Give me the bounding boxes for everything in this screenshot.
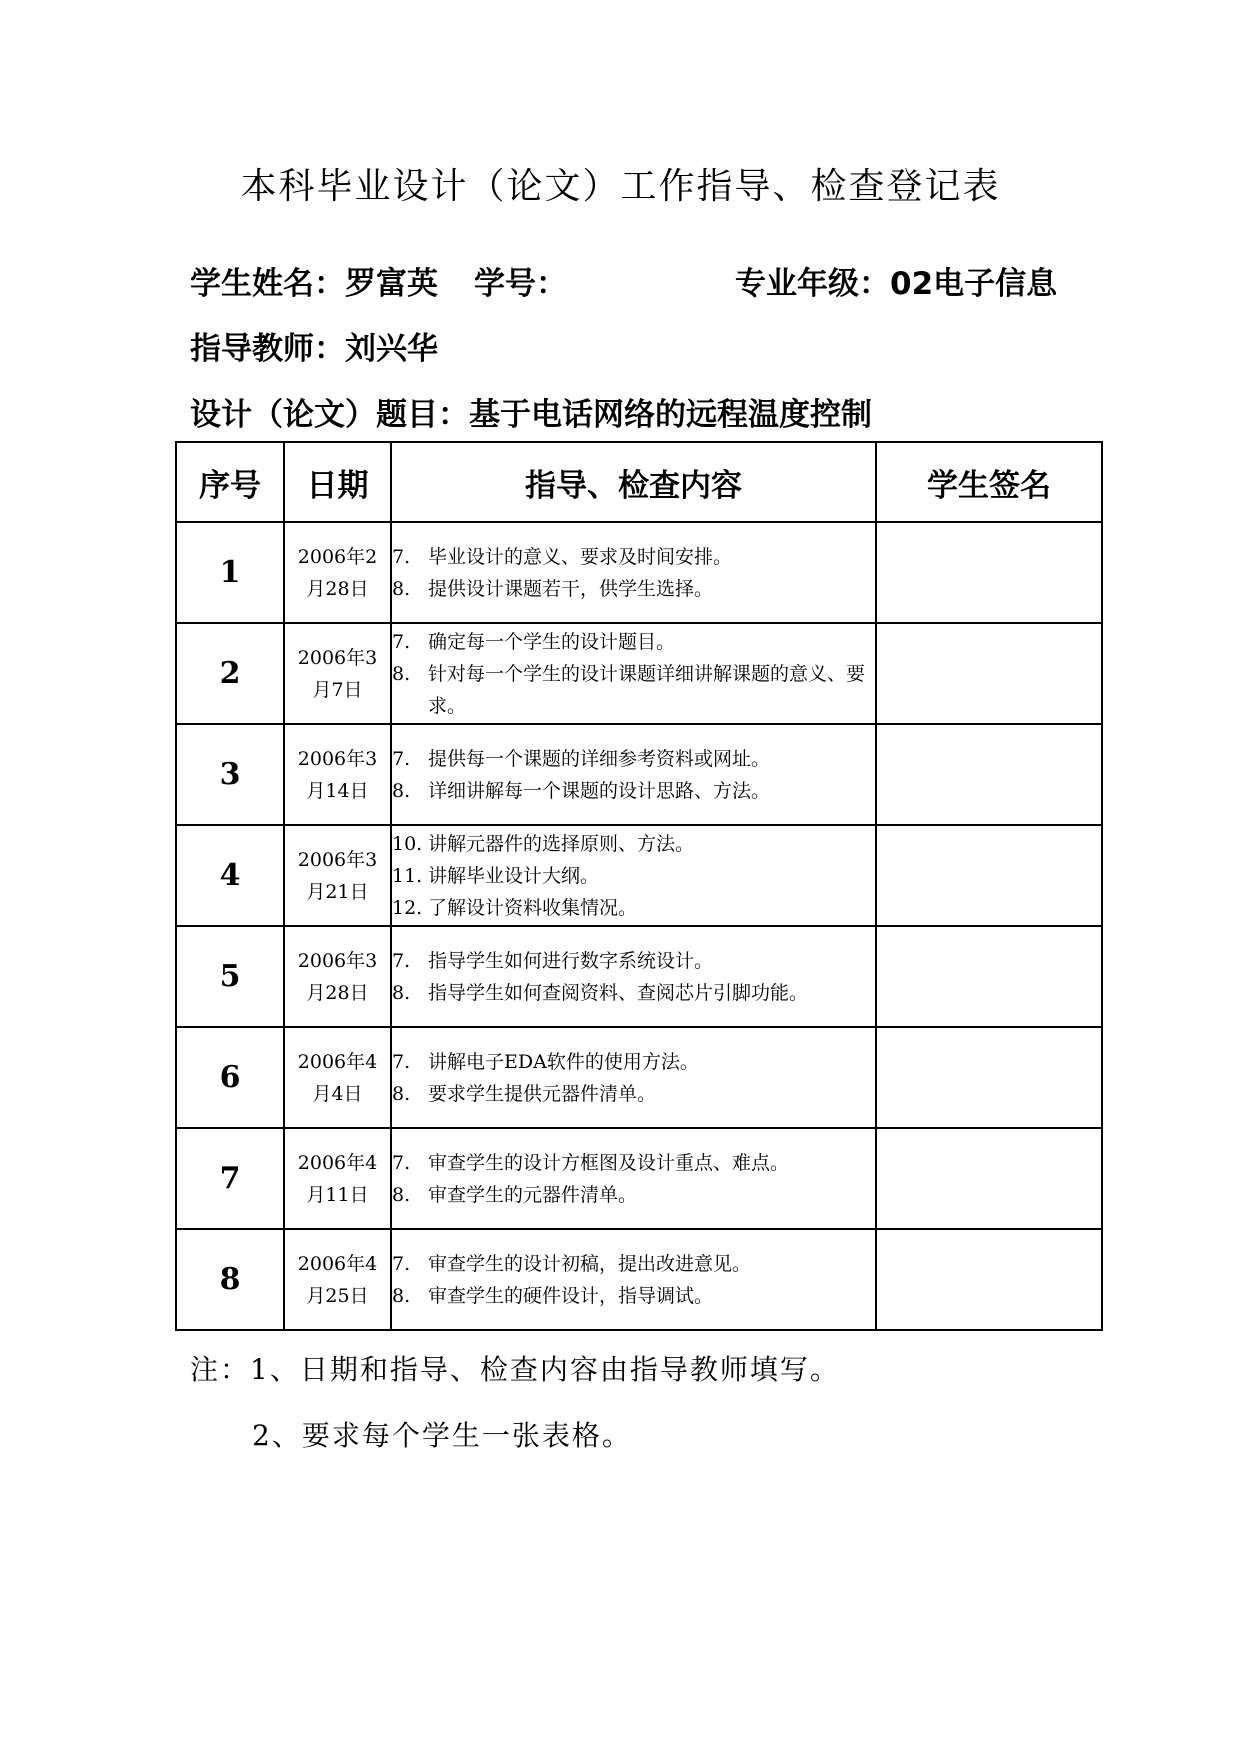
content-item — [392, 860, 875, 892]
note-prefix: 注： — [190, 1353, 251, 1386]
table-row — [176, 724, 1102, 825]
content-item-number: 8. — [392, 662, 411, 685]
note-line-2 — [252, 1414, 632, 1454]
content-item-number: 8. — [392, 981, 411, 1004]
content-item-number: 11. — [392, 864, 423, 887]
row-content — [391, 825, 876, 926]
row-date — [284, 1128, 391, 1229]
row-content — [391, 522, 876, 623]
content-item-number: 8. — [392, 1284, 411, 1307]
row-seq: 6 — [176, 1027, 284, 1128]
row-date — [284, 522, 391, 623]
table-row — [176, 825, 1102, 926]
content-item-text: 审查学生的设计初稿，提出改进意见。 — [428, 1252, 752, 1275]
row-seq: 2 — [176, 623, 284, 724]
row-content — [391, 724, 876, 825]
row-signature — [876, 926, 1102, 1027]
content-item-number: 12. — [392, 896, 423, 919]
note-line-1 — [190, 1348, 840, 1388]
row-signature — [876, 825, 1102, 926]
row-seq: 3 — [176, 724, 284, 825]
content-item-number: 7. — [392, 630, 411, 653]
content-item-text: 毕业设计的意义、要求及时间安排。 — [428, 545, 733, 568]
content-item — [392, 1046, 875, 1078]
content-item-number: 8. — [392, 1183, 411, 1206]
row-date-line: 2006年4 — [297, 1151, 378, 1174]
content-item-text: 讲解电子EDA软件的使用方法。 — [428, 1050, 699, 1073]
content-item — [392, 626, 875, 658]
row-signature — [876, 623, 1102, 724]
row-date-line: 月21日 — [306, 880, 369, 903]
row-date-line: 月14日 — [306, 779, 369, 802]
row-content — [391, 1229, 876, 1330]
content-item-text: 要求学生提供元器件清单。 — [428, 1082, 657, 1105]
row-date-line: 月28日 — [306, 981, 369, 1004]
row-signature — [876, 1229, 1102, 1330]
row-content — [391, 623, 876, 724]
content-item-text: 指导学生如何查阅资料、查阅芯片引脚功能。 — [428, 981, 809, 1004]
student-name: 罗富英 — [345, 266, 438, 302]
content-item — [392, 573, 875, 605]
content-item-text: 审查学生的硬件设计，指导调试。 — [428, 1284, 714, 1307]
content-item — [392, 1179, 875, 1211]
content-item — [392, 541, 875, 573]
content-item-number: 7. — [392, 1252, 411, 1275]
content-item — [392, 892, 875, 924]
row-signature — [876, 724, 1102, 825]
row-date-line: 月11日 — [306, 1183, 369, 1206]
content-item-text: 审查学生的元器件清单。 — [428, 1183, 638, 1206]
content-item-text: 审查学生的设计方框图及设计重点、难点。 — [428, 1151, 790, 1174]
row-date-line: 2006年2 — [297, 545, 378, 568]
row-date — [284, 825, 391, 926]
content-item — [392, 977, 875, 1009]
topic-line — [190, 389, 872, 434]
row-seq: 4 — [176, 825, 284, 926]
advisor-line — [190, 323, 438, 368]
topic-text: 基于电话网络的远程温度控制 — [469, 397, 872, 433]
note-1-text: 1、日期和指导、检查内容由指导教师填写。 — [250, 1353, 840, 1386]
student-id-label: 学号： — [474, 266, 567, 302]
table-row — [176, 1229, 1102, 1330]
advisor-label: 指导教师： — [190, 331, 345, 367]
content-item — [392, 1147, 875, 1179]
table-row — [176, 522, 1102, 623]
content-item-number: 8. — [392, 779, 411, 802]
header-date: 日期 — [284, 442, 391, 522]
row-content — [391, 1027, 876, 1128]
header-seq: 序号 — [176, 442, 284, 522]
row-date-line: 月25日 — [306, 1284, 369, 1307]
row-seq: 1 — [176, 522, 284, 623]
row-date-line: 月7日 — [312, 678, 363, 701]
content-item — [392, 828, 875, 860]
student-name-label: 学生姓名： — [190, 266, 345, 302]
row-date — [284, 724, 391, 825]
content-item — [392, 743, 875, 775]
content-item-number: 8. — [392, 577, 411, 600]
row-date — [284, 1229, 391, 1330]
content-item-text: 讲解毕业设计大纲。 — [428, 864, 600, 887]
row-date-line: 2006年3 — [297, 747, 378, 770]
content-item-number: 7. — [392, 545, 411, 568]
row-seq: 7 — [176, 1128, 284, 1229]
row-signature — [876, 1027, 1102, 1128]
row-date — [284, 1027, 391, 1128]
page-title: 本科毕业设计（论文）工作指导、检查登记表 — [240, 166, 1001, 207]
note-2-text: 2、要求每个学生一张表格。 — [252, 1419, 632, 1452]
content-item-text: 提供每一个课题的详细参考资料或网址。 — [428, 747, 771, 770]
table-header-row — [176, 442, 1102, 522]
content-item-text: 讲解元器件的选择原则、方法。 — [428, 832, 695, 855]
content-item — [392, 945, 875, 977]
content-item — [392, 775, 875, 807]
guidance-log-table — [175, 441, 1103, 1331]
content-item-number: 7. — [392, 747, 411, 770]
content-item-text: 了解设计资料收集情况。 — [428, 896, 638, 919]
row-date — [284, 926, 391, 1027]
row-date-line: 2006年4 — [297, 1252, 378, 1275]
content-item-number: 8. — [392, 1082, 411, 1105]
content-item — [392, 658, 875, 722]
content-item-text: 确定每一个学生的设计题目。 — [428, 630, 676, 653]
row-content — [391, 1128, 876, 1229]
content-item-text: 指导学生如何进行数字系统设计。 — [428, 949, 714, 972]
row-content — [391, 926, 876, 1027]
content-item-text: 提供设计课题若干，供学生选择。 — [428, 577, 714, 600]
content-item-number: 10. — [392, 832, 423, 855]
content-item-number: 7. — [392, 1151, 411, 1174]
row-date — [284, 623, 391, 724]
topic-label: 设计（论文）题目： — [190, 397, 469, 433]
header-signature: 学生签名 — [876, 442, 1102, 522]
row-date-line: 2006年3 — [297, 646, 378, 669]
content-item-text: 详细讲解每一个课题的设计思路、方法。 — [428, 779, 771, 802]
content-item-number: 7. — [392, 1050, 411, 1073]
header-content: 指导、检查内容 — [391, 442, 876, 522]
row-date-line: 2006年3 — [297, 848, 378, 871]
row-date-line: 2006年3 — [297, 949, 378, 972]
row-date-line: 月4日 — [312, 1082, 363, 1105]
content-item — [392, 1078, 875, 1110]
major-value: 02电子信息 — [890, 266, 1058, 302]
table-row — [176, 1128, 1102, 1229]
row-signature — [876, 1128, 1102, 1229]
content-item-text: 针对每一个学生的设计课题详细讲解课题的意义、要求。 — [428, 662, 866, 717]
advisor-name: 刘兴华 — [345, 331, 438, 367]
row-date-line: 月28日 — [306, 577, 369, 600]
content-item — [392, 1248, 875, 1280]
row-seq: 8 — [176, 1229, 284, 1330]
table-row — [176, 623, 1102, 724]
row-signature — [876, 522, 1102, 623]
table-row — [176, 1027, 1102, 1128]
student-info-line — [190, 258, 1057, 303]
content-item-number: 7. — [392, 949, 411, 972]
table-row — [176, 926, 1102, 1027]
major-label: 专业年级： — [735, 266, 890, 302]
row-date-line: 2006年4 — [297, 1050, 378, 1073]
row-seq: 5 — [176, 926, 284, 1027]
content-item — [392, 1280, 875, 1312]
